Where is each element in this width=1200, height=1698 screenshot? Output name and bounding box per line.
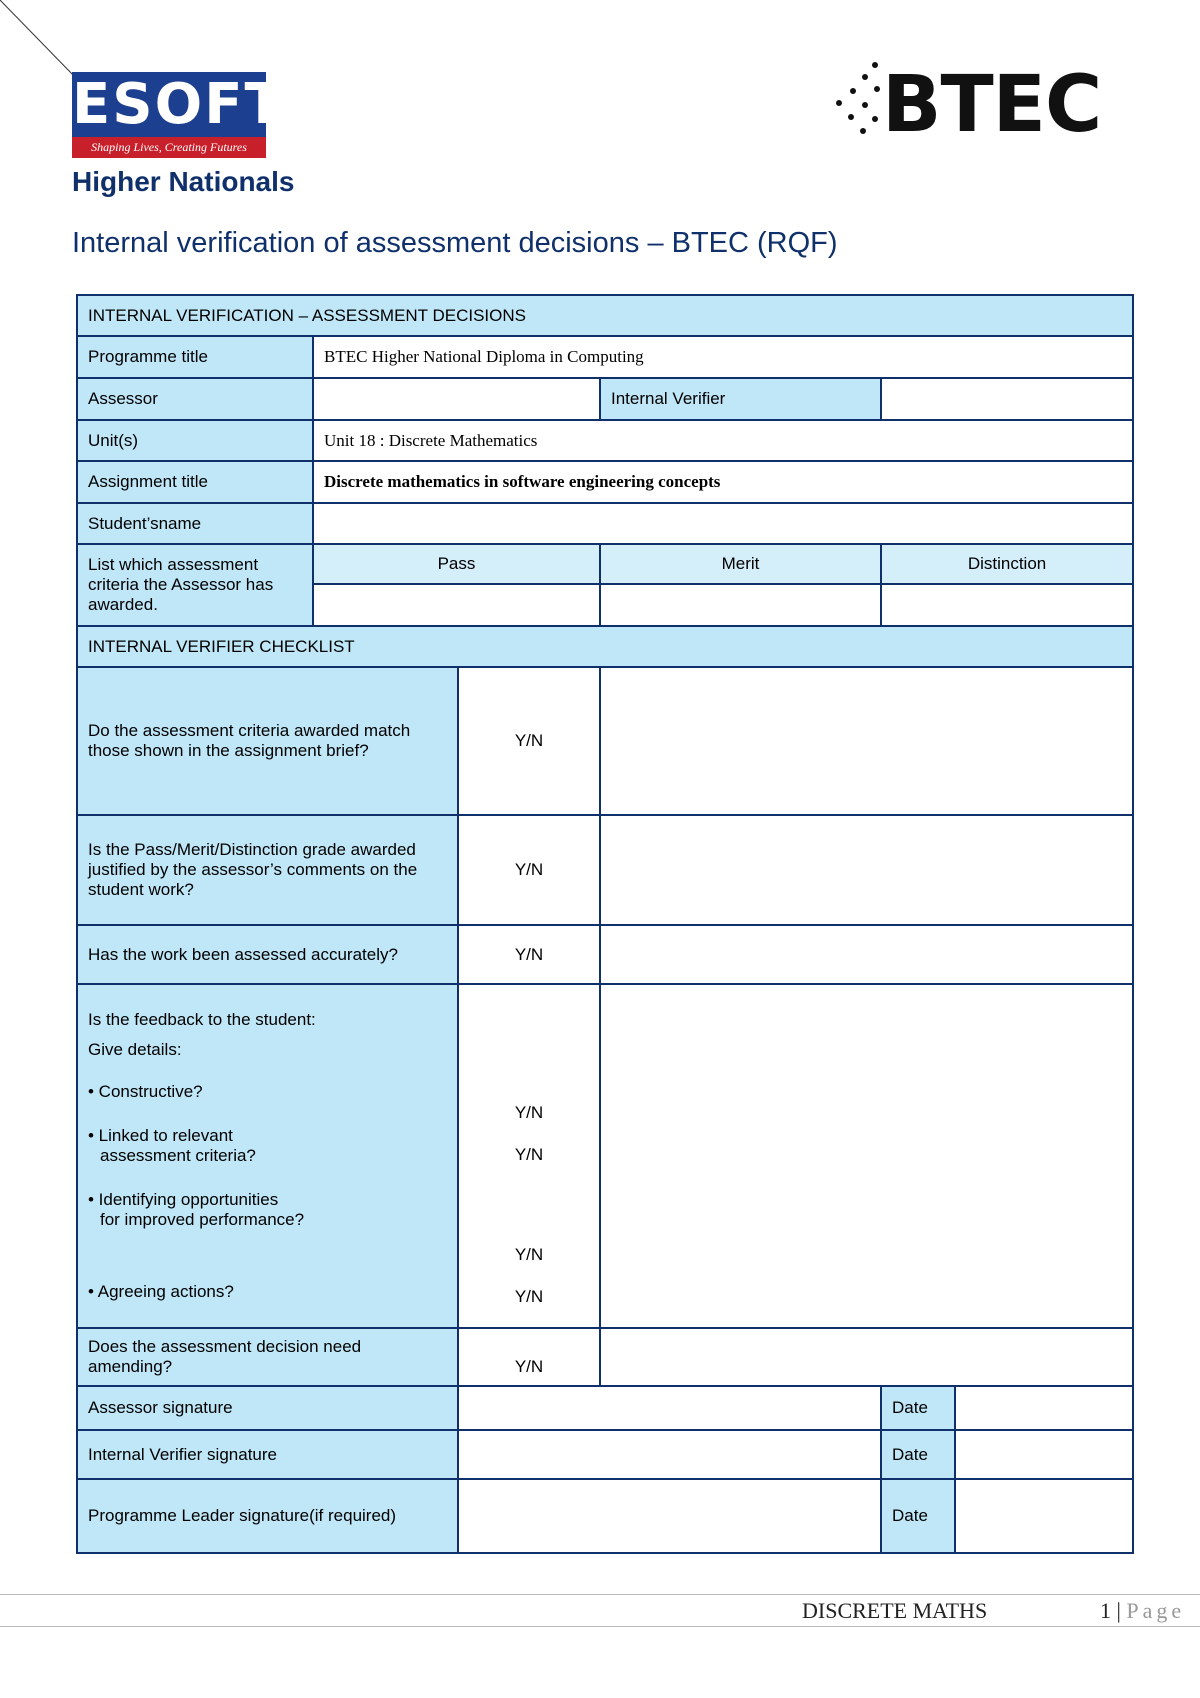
btec-dot [874, 86, 880, 92]
btec-dot [848, 114, 854, 120]
btec-logo [832, 58, 1102, 150]
feedback-linked-line2: assessment criteria? [100, 1146, 256, 1165]
feedback-linked-yn[interactable]: Y/N [514, 1145, 544, 1164]
programme-leader-date-label: Date [881, 1479, 955, 1553]
assessor-date-field[interactable] [955, 1386, 1133, 1430]
checklist-q5-label: Does the assessment decision need amending? [77, 1328, 458, 1386]
checklist-q3-yn[interactable]: Y/N [458, 925, 600, 984]
checklist-q2-comment[interactable] [600, 815, 1133, 925]
esoft-logo-text: ESOFT [72, 72, 285, 137]
section-verifier-checklist: INTERNAL VERIFIER CHECKLIST [77, 626, 1133, 667]
checklist-q2-label: Is the Pass/Merit/Distinction grade awarded justified by the assessor’s comments on the student work? [77, 815, 458, 925]
btec-dot [850, 88, 856, 94]
criteria-awarded-label: List which assessment criteria the Assessor has awarded. [77, 544, 313, 626]
btec-dot [862, 102, 868, 108]
grade-pass-header: Pass [313, 544, 600, 584]
checklist-q1-yn[interactable]: Y/N [458, 667, 600, 815]
btec-dot [862, 74, 868, 80]
assessor-signature-field[interactable] [458, 1386, 881, 1430]
iv-signature-field[interactable] [458, 1430, 881, 1479]
btec-logo-text: BTEC [882, 60, 1102, 150]
feedback-agreeing: • Agreeing actions? [88, 1282, 234, 1301]
feedback-linked-line1: • Linked to relevant [88, 1126, 233, 1145]
assignment-title-label: Assignment title [77, 461, 313, 503]
assessor-label: Assessor [77, 378, 313, 420]
esoft-logo [72, 72, 285, 158]
page-number: 1 [1100, 1598, 1111, 1623]
grade-merit-header: Merit [600, 544, 881, 584]
student-name-field[interactable] [313, 503, 1133, 544]
feedback-identifying-line2: for improved performance? [100, 1210, 305, 1229]
section-assessment-decisions: INTERNAL VERIFICATION – ASSESSMENT DECISIONS [77, 295, 1133, 336]
feedback-title: Is the feedback to the student: [88, 1010, 316, 1029]
page-separator: | [1116, 1598, 1121, 1623]
assessor-signature-label: Assessor signature [77, 1386, 458, 1430]
checklist-q1-label: Do the assessment criteria awarded match those shown in the assignment brief? [77, 667, 458, 815]
btec-dot [860, 128, 866, 134]
programme-leader-signature-field[interactable] [458, 1479, 881, 1553]
corner-decoration-line [0, 0, 80, 80]
assignment-title-value[interactable]: Discrete mathematics in software engineering concepts [313, 461, 1133, 503]
checklist-q3-label: Has the work been assessed accurately? [77, 925, 458, 984]
grade-distinction-field[interactable] [881, 584, 1133, 626]
iv-signature-label: Internal Verifier signature [77, 1430, 458, 1479]
feedback-identifying-yn[interactable]: Y/N [514, 1245, 544, 1264]
esoft-tagline: Shaping Lives, Creating Futures [72, 137, 266, 158]
checklist-q1-comment[interactable] [600, 667, 1133, 815]
footer-divider-top [0, 1594, 1200, 1595]
programme-title-value[interactable]: BTEC Higher National Diploma in Computing [313, 336, 1133, 378]
internal-verifier-label: Internal Verifier [600, 378, 881, 420]
checklist-q5-comment[interactable] [600, 1328, 1133, 1386]
btec-dot [872, 116, 878, 122]
feedback-agreeing-yn[interactable]: Y/N [514, 1287, 544, 1306]
student-name-label: Student’sname [77, 503, 313, 544]
checklist-q5-yn[interactable]: Y/N [458, 1328, 600, 1386]
internal-verifier-field[interactable] [881, 378, 1133, 420]
checklist-q3-comment[interactable] [600, 925, 1133, 984]
checklist-q4-label [77, 984, 458, 1328]
internal-verification-form [76, 294, 1134, 1554]
programme-leader-date-field[interactable] [955, 1479, 1133, 1553]
programme-leader-signature-label: Programme Leader signature(if required) [77, 1479, 458, 1553]
page-title: Internal verification of assessment decisions – BTEC (RQF) [72, 227, 838, 259]
footer-document-label: DISCRETE MATHS [802, 1598, 988, 1623]
footer-page-number [1100, 1598, 1185, 1624]
unit-label: Unit(s) [77, 420, 313, 461]
checklist-q4-yn-column [458, 984, 600, 1328]
feedback-give-details: Give details: [88, 1040, 182, 1059]
iv-date-field[interactable] [955, 1430, 1133, 1479]
programme-title-label: Programme title [77, 336, 313, 378]
feedback-constructive-yn[interactable]: Y/N [514, 1103, 544, 1122]
grade-distinction-header: Distinction [881, 544, 1133, 584]
grade-pass-field[interactable] [313, 584, 600, 626]
btec-dot [836, 100, 842, 106]
assessor-date-label: Date [881, 1386, 955, 1430]
checklist-q4-comment[interactable] [600, 984, 1133, 1328]
checklist-q2-yn[interactable]: Y/N [458, 815, 600, 925]
page-word: Page [1126, 1598, 1186, 1623]
assessor-field[interactable] [313, 378, 600, 420]
iv-date-label: Date [881, 1430, 955, 1479]
unit-value[interactable]: Unit 18 : Discrete Mathematics [313, 420, 1133, 461]
subtitle-higher-nationals: Higher Nationals [72, 166, 295, 197]
grade-merit-field[interactable] [600, 584, 881, 626]
footer-divider-bottom [0, 1626, 1200, 1627]
feedback-constructive: • Constructive? [88, 1082, 203, 1101]
feedback-identifying-line1: • Identifying opportunities [88, 1190, 279, 1209]
btec-dot [872, 62, 878, 68]
